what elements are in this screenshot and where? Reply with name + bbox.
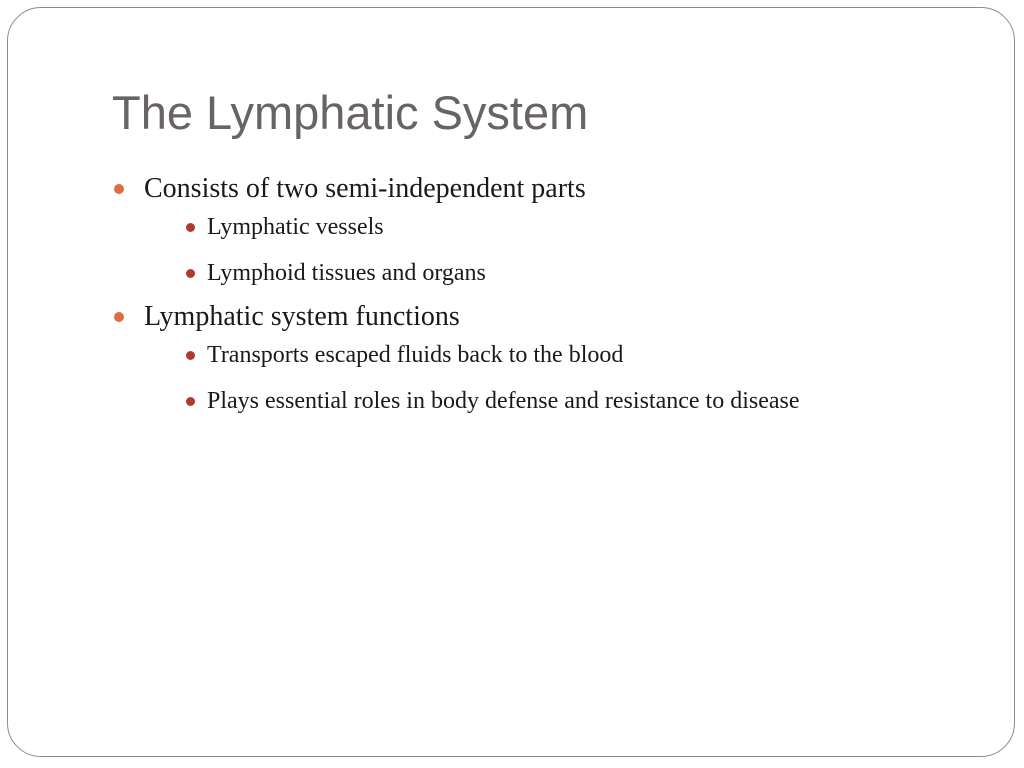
slide-title: The Lymphatic System	[112, 86, 589, 139]
bullet-list	[112, 170, 972, 418]
sub-bullet-item	[176, 384, 972, 418]
bullet-item	[112, 170, 972, 290]
bullet-dot-icon	[186, 269, 195, 278]
sub-bullet-item	[176, 338, 972, 372]
sub-bullet-text: Plays essential roles in body defense and resistance to disease	[207, 388, 800, 414]
bullet-dot-icon	[186, 223, 195, 232]
sub-bullet-item	[176, 210, 972, 244]
sub-bullet-list	[144, 338, 972, 418]
bullet-dot-icon	[186, 351, 195, 360]
bullet-text: Consists of two semi-independent parts	[144, 173, 586, 204]
sub-bullet-text: Lymphatic vessels	[207, 214, 384, 240]
bullet-text: Lymphatic system functions	[144, 301, 460, 332]
sub-bullet-item	[176, 256, 972, 290]
bullet-dot-icon	[114, 312, 124, 322]
sub-bullet-text: Lymphoid tissues and organs	[207, 260, 486, 286]
sub-bullet-list	[144, 210, 972, 290]
bullet-dot-icon	[186, 397, 195, 406]
bullet-dot-icon	[114, 184, 124, 194]
sub-bullet-text: Transports escaped fluids back to the blood	[207, 342, 624, 368]
slide-content	[112, 170, 972, 418]
bullet-item	[112, 298, 972, 418]
